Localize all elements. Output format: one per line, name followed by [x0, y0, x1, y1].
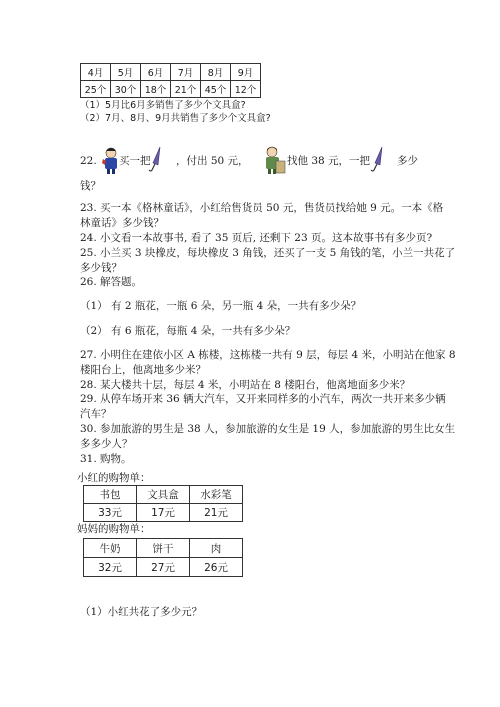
- item-name-cell: 文具盒: [137, 486, 190, 504]
- price-row: [84, 558, 243, 577]
- month-cell: 7月: [171, 64, 201, 81]
- count-cell: 21个: [171, 81, 201, 98]
- q26-sub-1: （1） 有 2 瓶花，一瓶 6 朵，另一瓶 4 朵，一共有多少朵？: [80, 300, 362, 312]
- count-cell: 12个: [231, 81, 261, 98]
- item-name-cell: 肉: [190, 539, 243, 558]
- sales-table: [80, 63, 261, 98]
- xiaohong-shopping-table: [83, 485, 243, 522]
- item-price-cell: 27元: [137, 558, 190, 577]
- price-row: [84, 504, 243, 522]
- sales-question-2: （2）7月、8月、9月共销售了多少个文具盒?: [80, 113, 271, 124]
- count-cell: 45个: [201, 81, 231, 98]
- shopkeeper-icon: [262, 145, 286, 179]
- item-name-cell: 牛奶: [84, 539, 137, 558]
- month-cell: 6月: [141, 64, 171, 81]
- item-price-cell: 26元: [190, 558, 243, 577]
- count-cell: 18个: [141, 81, 171, 98]
- item-price-cell: 32元: [84, 558, 137, 577]
- q22-text-howmuch: 多少: [397, 155, 418, 167]
- mama-shopping-table: [83, 538, 243, 577]
- item-name-cell: 水彩笔: [190, 486, 243, 504]
- xiaohong-list-title: 小红的购物单：: [77, 472, 151, 484]
- q29-line2: 汽车？: [80, 408, 112, 420]
- q23-line2: 林童话》多少钱？: [80, 217, 164, 229]
- q22-number: 22.: [80, 155, 97, 167]
- q31: 31. 购物。: [80, 453, 132, 465]
- mama-list-title: 妈妈的购物单：: [77, 523, 151, 535]
- q30-line1: 30. 参加旅游的男生是 38 人，参加旅游的女生是 19 人，参加旅游的男生比女生: [80, 423, 456, 435]
- sales-question-1: （1）5月比6月多销售了多少个文具盒?: [80, 100, 246, 111]
- q29-line1: 29. 从停车场开来 36 辆大汽车，又开来同样多的小汽车，两次一共开来多少辆: [80, 393, 446, 405]
- q23-line1: 23. 买一本《格林童话》，小红给售货员 50 元，售货员找给她 9 元。一本《格: [80, 202, 444, 214]
- q28: 28. 某大楼共十层，每层 4 米，小明站在 8 楼阳台，他离地面多少米？: [80, 379, 411, 391]
- count-cell: 30个: [111, 81, 141, 98]
- month-cell: 9月: [231, 64, 261, 81]
- q27-line1: 27. 小明住在建依小区 A 栋楼，这栋楼一共有 9 层，每层 4 米，小明站在他家 8: [80, 349, 456, 361]
- q26-sub-2: （2） 有 6 瓶花，每瓶 4 朵，一共有多少朵？: [80, 325, 296, 337]
- q30-line2: 多多少人？: [80, 438, 133, 450]
- q26: 26. 解答题。: [80, 276, 143, 288]
- item-name-cell: 书包: [84, 486, 137, 504]
- item-price-cell: 33元: [84, 504, 137, 522]
- month-cell: 5月: [111, 64, 141, 81]
- month-cell: 4月: [81, 64, 111, 81]
- q25-line1: 25. 小兰买 3 块橡皮，每块橡皮 3 角钱，还买了一支 5 角钱的笔，小兰一共花了: [80, 247, 456, 259]
- q22-text-buy: 买一把: [119, 155, 151, 167]
- q22-text-change: 找他 38 元，一把: [287, 155, 371, 167]
- q24: 24. 小文看一本故事书, 看了 35 页后, 还剩下 23 页。这本故事书有多少页?: [80, 232, 433, 244]
- item-price-cell: 21元: [190, 504, 243, 522]
- umbrella-icon: [148, 146, 164, 176]
- item-name-cell: 饼干: [137, 539, 190, 558]
- q27-line2: 楼阳台上，他离地多少米？: [80, 364, 206, 376]
- q31-sub-1: （1）小红共花了多少元？: [80, 606, 203, 618]
- item-row: [84, 486, 243, 504]
- item-price-cell: 17元: [137, 504, 190, 522]
- q22-text-pay: ，付出 50 元，: [176, 155, 249, 167]
- sales-table-count-row: [81, 81, 261, 98]
- sales-table-header-row: [81, 64, 261, 81]
- umbrella-icon: [370, 146, 386, 176]
- month-cell: 8月: [201, 64, 231, 81]
- q25-line2: 多少钱？: [80, 262, 122, 274]
- count-cell: 25个: [81, 81, 111, 98]
- q22-text-money: 钱？: [80, 180, 101, 192]
- item-row: [84, 539, 243, 558]
